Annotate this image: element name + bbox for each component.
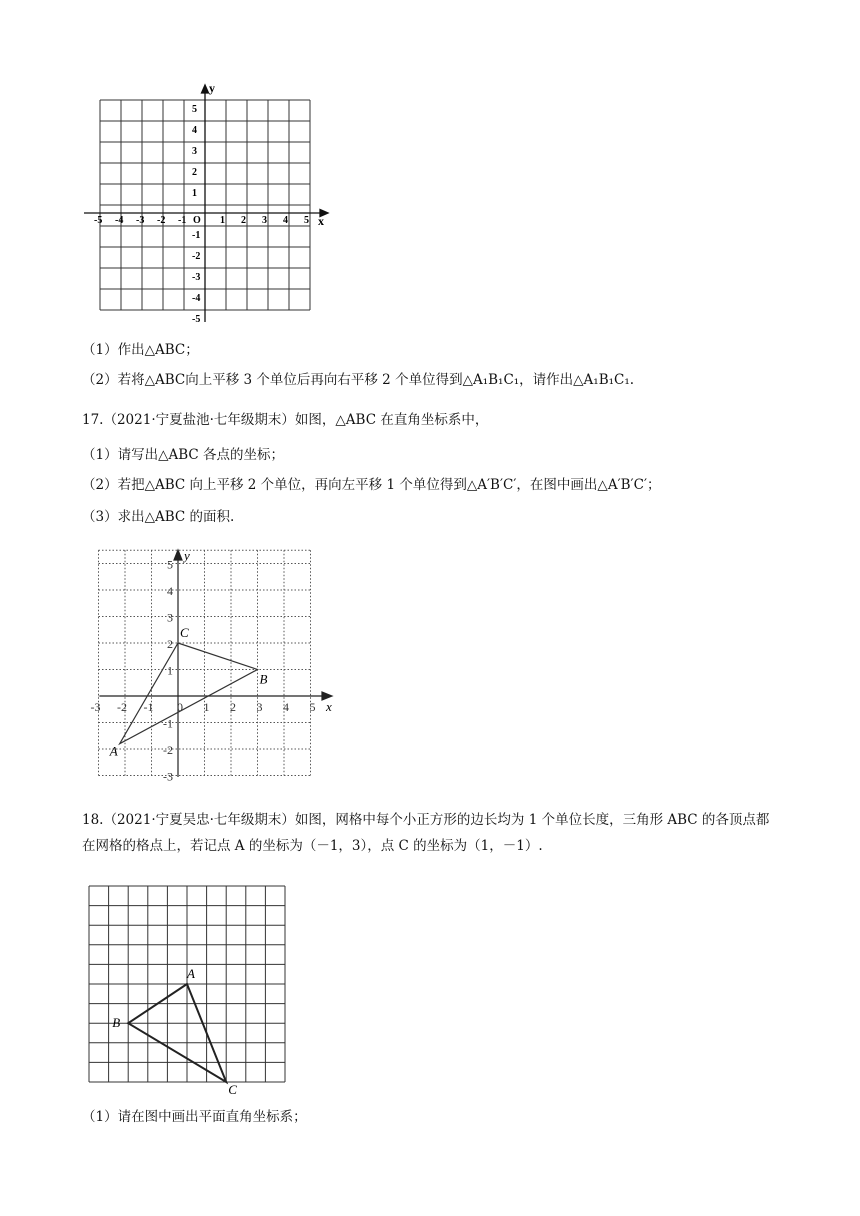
grid-2-x-tick: 2: [230, 700, 236, 714]
grid-2-y-tick: 4: [167, 584, 173, 598]
grid-3-point-label: C: [228, 1082, 237, 1097]
q18-part1: （1）请在图中画出平面直角坐标系；: [82, 1109, 307, 1125]
grid-1-y-axis-label: y: [209, 81, 215, 95]
grid-2-x-tick: 4: [283, 700, 289, 714]
grid-1-x-tick: 1: [220, 215, 225, 226]
grid-1-y-tick: -5: [192, 314, 201, 325]
q17-part3: （3）求出△ABC 的面积.: [82, 509, 235, 525]
q17-part2: （2）若把△ABC 向上平移 2 个单位，再向左平移 1 个单位得到△A′B′C′，在图中画出△A′B′C′；: [82, 477, 661, 493]
triangle-abc-2: [120, 643, 258, 744]
grid-1-y-tick: 2: [192, 167, 197, 178]
grid-1-x-axis-label: x: [318, 214, 324, 228]
grid-2-x-tick: 3: [256, 700, 263, 714]
grid-2-y-tick: -3: [163, 769, 173, 784]
grid-1-y-tick: -1: [192, 230, 201, 241]
grid-1-x-tick: -3: [136, 215, 145, 226]
q17-stem: 17.（2021·宁夏盐池·七年级期末）如图，△ABC 在直角坐标系中，: [82, 412, 489, 428]
grid-1-y-tick: -2: [192, 251, 201, 262]
grid-1-y-tick: 1: [192, 188, 197, 199]
figure-grid-1: [80, 80, 340, 334]
grid-2-point-label: A: [109, 743, 118, 759]
grid-2-x-tick: -2: [117, 700, 127, 714]
grid-1-x-tick: -5: [94, 215, 103, 226]
grid-1-x-tick: 4: [283, 215, 288, 226]
grid-1-x-tick: 3: [262, 215, 267, 226]
grid-1-x-tick: 2: [241, 215, 246, 226]
grid-1-x-tick: -4: [115, 215, 124, 226]
q17-part1: （1）请写出△ABC 各点的坐标；: [82, 447, 285, 463]
grid-2-point-label: B: [259, 671, 268, 687]
grid-1-y-tick: 4: [192, 125, 197, 136]
grid-2-y-tick: 1: [167, 663, 173, 678]
q16-part2: （2）若将△ABC向上平移 3 个单位后再向右平移 2 个单位得到△A₁B₁C₁，请作出△A₁B₁C₁.: [82, 372, 635, 388]
grid-2-y-tick: 2: [167, 637, 173, 651]
grid-2-lines: [99, 550, 311, 775]
grid-2-x-axis-label: x: [326, 699, 332, 714]
q16-part1: （1）作出△ABC；: [82, 342, 199, 358]
grid-1-x-tick: -1: [178, 215, 187, 226]
grid-1-y-tick: -3: [192, 272, 201, 283]
grid-2-x-tick: 0: [177, 700, 183, 714]
grid-1-y-tick: 5: [192, 104, 197, 115]
figure-grid-3: [85, 882, 305, 1106]
grid-2-axes: [100, 550, 332, 777]
grid-2-y-axis-label: y: [184, 548, 190, 563]
grid-3-point-label: B: [112, 1015, 121, 1031]
grid-2-x-tick: -3: [90, 700, 101, 714]
grid-1-y-tick: -4: [192, 293, 201, 304]
grid-2-y-tick: 5: [167, 557, 173, 572]
grid-2-point-label: C: [180, 625, 189, 640]
figure-grid-2: [90, 545, 340, 789]
grid-2-x-tick: 5: [309, 700, 316, 714]
grid-1-x-tick: -2: [157, 215, 166, 226]
triangle-abc-3: [128, 984, 226, 1082]
grid-3-point-label: A: [187, 966, 195, 981]
grid-2-y-tick: -2: [163, 743, 173, 757]
grid-2-x-tick: 1: [203, 700, 210, 714]
grid-2-y-tick: -1: [163, 716, 173, 731]
grid-1-x-tick: 5: [304, 215, 309, 226]
q18-stem: 18.（2021·宁夏吴忠·七年级期末）如图，网格中每个小正方形的边长均为 1 个单位长度，三角形 ABC 的各顶点都在网格的格点上，若记点 A 的坐标为（－1，3），点 C 的坐标为（1，－1）.: [82, 812, 770, 854]
grid-2-x-tick: -1: [143, 700, 154, 714]
grid-2-y-tick: 3: [167, 610, 173, 625]
grid-1-x-tick: O: [193, 215, 201, 226]
grid-1-y-tick: 3: [192, 146, 197, 157]
